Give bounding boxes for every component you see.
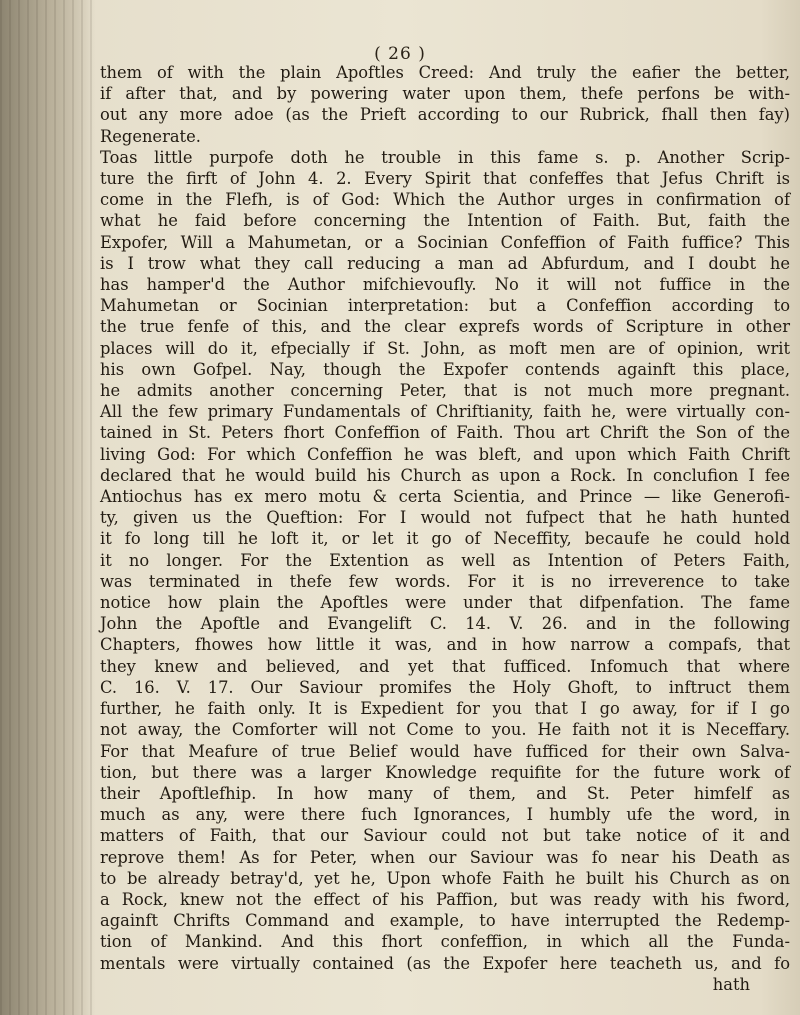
text-line: places will do it, efpecially if St. John, as moft men are of opinion, writ (100, 338, 790, 358)
text-line: mentals were virtually contained (as the Expofer here teacheth us, and fo (100, 953, 790, 973)
text-line: Expofer, Will a Mahumetan, or a Socinian Confeffion of Faith fuffice? This (100, 232, 790, 252)
text-line: further, he faith only. It is Expedient for you that I go away, for if I go (100, 699, 790, 719)
text-line: it no longer. For the Extention as well as Intention of Peters Faith, (100, 550, 790, 570)
text-line: ture the firft of John 4. 2. Every Spirit that confeffes that Jefus Chrift is (100, 169, 790, 189)
text-line: All the few primary Fundamentals of Chriftianity, faith he, were virtually con- (100, 402, 790, 422)
text-line: matters of Faith, that our Saviour could not but take notice of it and (100, 826, 790, 846)
text-line: not away, the Comforter will not Come to you. He faith not it is Neceffary. (100, 720, 790, 740)
text-line: out any more adoe (as the Prieft according to our Rubrick, fhall then fay) (100, 105, 790, 125)
text-line: declared that he would build his Church as upon a Rock. In conclufion I fee (100, 465, 790, 485)
text-line: notice how plain the Apoftles were under that difpenfation. The fame (100, 593, 790, 613)
text-line: has hamper'd the Author mifchievoufly. No it will not fuffice in the (100, 275, 790, 295)
text-line: it fo long till he loft it, or let it go of Neceffity, becaufe he could hold (100, 529, 790, 549)
text-line: Toas little purpofe doth he trouble in this fame s. p. Another Scrip- (100, 147, 790, 167)
text-line: their Apoftlefhip. In how many of them, and St. Peter himfelf as (100, 783, 790, 803)
text-line: to be already betray'd, yet he, Upon whofe Faith he built his Church as on (100, 868, 790, 888)
text-line: For that Meafure of true Belief would have fufficed for their own Salva- (100, 741, 790, 761)
text-line: the true fenfe of this, and the clear exprefs words of Scripture in other (100, 317, 790, 337)
text-line: them of with the plain Apoftles Creed: And truly the eafier the better, (100, 63, 790, 82)
text-line: his own Gofpel. Nay, though the Expofer contends againft this place, (100, 359, 790, 379)
text-line: was terminated in thefe few words. For it is no irreverence to take (100, 571, 790, 591)
body-text (100, 62, 790, 995)
text-line: Regenerate. (100, 126, 201, 146)
text-line: John the Apoftle and Evangelift C. 14. V. 26. and in the following (100, 614, 790, 634)
text-line: tained in St. Peters fhort Confeffion of Faith. Thou art Chrift the Son of the (100, 423, 790, 443)
text-line: Antiochus has ex mero motu & certa Scientia, and Prince — like Generofi- (100, 487, 790, 507)
text-line: what he faid before concerning the Intention of Faith. But, faith the (100, 211, 790, 231)
text-line: C. 16. V. 17. Our Saviour promifes the Holy Ghoft, to inftruct them (100, 677, 790, 697)
book-gutter (0, 0, 96, 1015)
text-line: come in the Flefh, is of God: Which the Author urges in confirmation of (100, 190, 790, 210)
text-line: tion of Mankind. And this fhort confeffion, in which all the Funda- (100, 932, 790, 952)
text-line: Chapters, fhowes how little it was, and in how narrow a compafs, that (100, 635, 790, 655)
text-line: ty, given us the Queftion: For I would not fufpect that he hath hunted (100, 508, 790, 528)
text-line: if after that, and by powering water upon them, thefe perfons be with- (100, 84, 790, 104)
text-line: he admits another concerning Peter, that is not much more pregnant. (100, 381, 790, 401)
catchword: hath (712, 974, 750, 994)
text-line: they knew and believed, and yet that fufficed. Infomuch that where (100, 656, 790, 676)
text-line: a Rock, knew not the effect of his Paffion, but was ready with his fword, (100, 889, 790, 909)
text-line: Mahumetan or Socinian interpretation: but a Confeffion according to (100, 296, 790, 316)
page-number: ( 26 ) (374, 44, 426, 64)
text-line: living God: For which Confeffion he was bleft, and upon which Faith Chrift (100, 444, 790, 464)
text-line: againft Chrifts Command and example, to have interrupted the Redemp- (100, 911, 790, 931)
text-line: much as any, were there fuch Ignorances, I humbly ufe the word, in (100, 805, 790, 825)
text-line: is I trow what they call reducing a man ad Abfurdum, and I doubt he (100, 253, 790, 273)
text-line: tion, but there was a larger Knowledge requifite for the future work of (100, 762, 790, 782)
text-line: reprove them! As for Peter, when our Saviour was fo near his Death as (100, 847, 790, 867)
